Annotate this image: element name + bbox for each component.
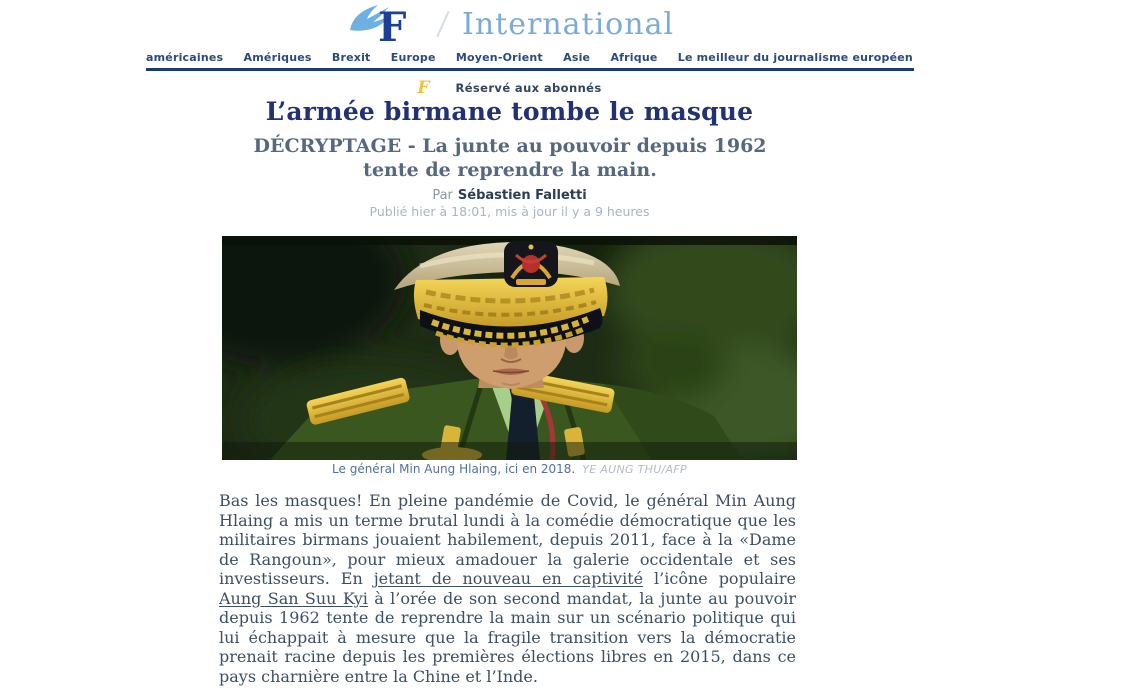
premium-label: Réservé aux abonnés xyxy=(455,81,602,95)
photo-caption: Le général Min Aung Hlaing, ici en 2018. xyxy=(332,462,576,476)
byline-prefix: Par xyxy=(432,188,453,203)
nav-item-americaines[interactable]: américaines xyxy=(146,51,224,64)
nav-item-afrique[interactable]: Afrique xyxy=(610,51,658,64)
svg-text:F: F xyxy=(378,4,407,45)
article-title: L’armée birmane tombe le masque xyxy=(265,97,754,126)
publish-date: Publié hier à 18:01, mis à jour il y a 9 heures xyxy=(369,204,650,219)
nav-item-ameriques[interactable]: Amériques xyxy=(243,51,312,64)
section-title: International xyxy=(462,6,675,42)
body-link[interactable]: jetant de nouveau en captivité xyxy=(373,569,644,588)
body-text-segment: à l’orée de son second mandat, la junte au pouvoir depuis 1962 tente de reprendre la main sur un scénario politique qui lui échappait à mesure que la fragile transition vers la démocratie prenait racine depuis les premières élections libres en 2015, dans ce pays charnière entre la Chine et l’Inde. xyxy=(219,588,797,686)
article-body xyxy=(219,491,796,686)
general-portrait-illustration xyxy=(222,236,797,460)
figaro-logo[interactable] xyxy=(348,2,674,46)
nav-item-europe[interactable]: Europe xyxy=(390,51,436,64)
nav-item-journalisme-europeen[interactable]: Le meilleur du journalisme européen xyxy=(677,51,913,64)
figaro-premium-f-icon: F xyxy=(417,77,430,98)
nav-item-asie[interactable]: Asie xyxy=(563,51,591,64)
logo-divider xyxy=(436,11,449,37)
photo-caption-row xyxy=(122,462,897,476)
article-subtitle: DÉCRYPTAGE - La junte au pouvoir depuis 1962 tente de reprendre la main. xyxy=(253,135,767,182)
body-link[interactable]: Aung San Suu Kyi xyxy=(219,588,368,608)
section-nav xyxy=(146,51,913,64)
author-link[interactable]: Sébastien Falletti xyxy=(457,188,587,203)
nav-underline xyxy=(146,68,914,71)
photo-credit: YE AUNG THU/AFP xyxy=(582,463,687,476)
nav-item-brexit[interactable]: Brexit xyxy=(331,51,371,64)
premium-badge xyxy=(222,79,797,97)
figaro-f-wing-icon xyxy=(348,3,432,45)
byline xyxy=(222,188,797,203)
body-text-segment: Bas les masques! En pleine pandémie de Covid, le général Min Aung Hlaing a mis un terme brutal lundi à la comédie démocratique que les militaires birmans jouaient habilement, depuis 2011, face à la «Dame de Rangoun», pour mieux amadouer la galerie occidentale et ses investisseurs. En xyxy=(219,491,796,588)
nav-item-moyen-orient[interactable]: Moyen-Orient xyxy=(455,51,543,64)
body-text-segment: l’icône populaire xyxy=(643,569,796,588)
article-photo xyxy=(222,236,797,460)
